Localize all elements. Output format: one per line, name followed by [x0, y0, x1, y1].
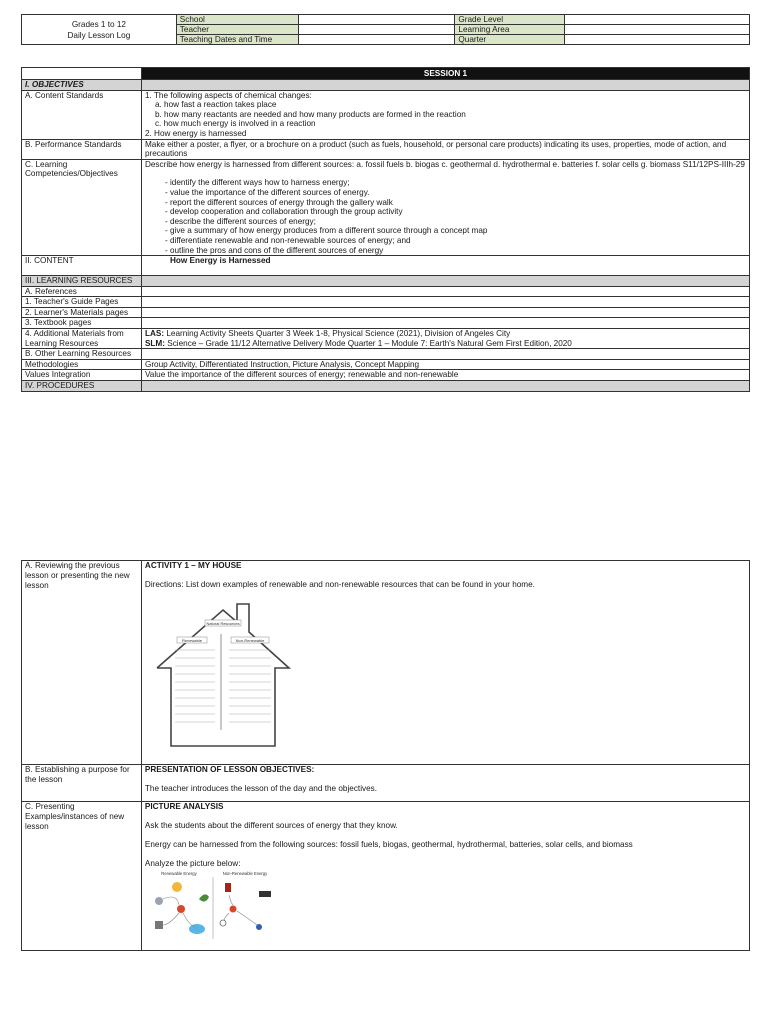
standard-line: b. how many reactants are needed and how many products are formed in the reaction [154, 109, 466, 119]
other-resources-label: B. Other Learning Resources [22, 349, 142, 360]
content-value: How Energy is Harnessed [141, 256, 749, 276]
competency-item: - identify the different ways how to harness energy; [164, 178, 350, 188]
fuel-drop-icon [229, 906, 236, 913]
presenting-cell [141, 802, 749, 951]
textbook-value [141, 318, 749, 329]
values-integration-label: Values Integration [22, 370, 142, 381]
competency-item: - outline the pros and cons of the different sources of energy [164, 245, 384, 255]
windmill-icon [155, 921, 163, 929]
school-field[interactable] [298, 15, 455, 25]
competencies-intro: Describe how energy is harnessed from different sources: a. fossil fuels b. biogas c. geothermal d. hydrothermal e. batteries f. solar cells g. biomass S11/12PS-IIIh-29 [144, 159, 745, 169]
content-standards-cell [141, 90, 749, 139]
competency-item: - describe the different sources of energy; [164, 216, 316, 226]
water-drop-icon [177, 905, 185, 913]
activity-directions: Directions: List down examples of renewable and non-renewable resources that can be found in your home. [144, 580, 535, 589]
competency-item: - develop cooperation and collaboration through the group activity [164, 207, 403, 217]
quarter-field[interactable] [565, 35, 750, 45]
competency-item: - differentiate renewable and non-renewable sources of energy; and [164, 235, 411, 245]
school-label: School [176, 15, 298, 25]
competencies-cell [141, 159, 749, 255]
house-writing-lines [175, 650, 271, 722]
presenting-text2: Energy can be harnessed from the following sources: fossil fuels, biogas, geothermal, hydrothermal, batteries, solar cells, and biomass [144, 840, 633, 849]
las-prefix: LAS: [144, 329, 165, 339]
renewable-label: Renewable [181, 638, 202, 643]
teachers-guide-label: 1. Teacher's Guide Pages [22, 297, 142, 308]
values-integration-value: Value the importance of the different sources of energy; renewable and non-renewable [141, 370, 749, 381]
grade-level-field[interactable] [565, 15, 750, 25]
purpose-label: B. Establishing a purpose for the lesson [22, 765, 142, 802]
session-header: SESSION 1 [141, 68, 749, 80]
factory-icon [259, 891, 271, 897]
learners-materials-value [141, 307, 749, 318]
standard-line: 1. The following aspects of chemical changes: [144, 90, 312, 100]
methodologies-value: Group Activity, Differentiated Instruction, Picture Analysis, Concept Mapping [141, 359, 749, 370]
performance-standards-label: B. Performance Standards [22, 139, 142, 159]
reviewing-label: A. Reviewing the previous lesson or presenting the new lesson [22, 561, 142, 765]
teacher-field[interactable] [298, 25, 455, 35]
las-text: Learning Activity Sheets Quarter 3 Week 1-8, Physical Science (2021), Division of Angeles City [164, 329, 511, 339]
house-worksheet [153, 596, 293, 748]
picture-right-title: Non-Renewable Energy [222, 871, 268, 876]
roof-label: Natural Resources [206, 621, 240, 626]
slm-prefix: SLM: [144, 338, 165, 348]
sun-icon [172, 882, 182, 892]
learning-resources-heading: III. LEARNING RESOURCES [22, 276, 142, 287]
learners-materials-label: 2. Learner's Materials pages [22, 307, 142, 318]
standard-line: a. how fast a reaction takes place [154, 100, 277, 110]
teachers-guide-value [141, 297, 749, 308]
picture-analysis-title: PICTURE ANALYSIS [144, 802, 224, 811]
header-table [21, 14, 750, 45]
other-resources-value [141, 349, 749, 360]
competency-item: - report the different sources of energy through the gallery walk [164, 197, 393, 207]
learning-area-label: Learning Area [455, 25, 565, 35]
dates-field[interactable] [298, 35, 455, 45]
activity-cell [141, 561, 749, 765]
additional-materials-cell [141, 329, 749, 349]
activity-title: ACTIVITY 1 – MY HOUSE [144, 561, 242, 570]
session-corner [22, 68, 142, 80]
learning-resources-fill [141, 276, 749, 287]
presenting-label: C. Presenting Examples/instances of new lesson [22, 802, 142, 951]
barrel-icon [225, 883, 231, 892]
slm-text: Science – Grade 11/12 Alternative Delivery Mode Quarter 1 – Module 7: Earth's Natural Gem First Edition, 2020 [164, 338, 572, 348]
content-label: II. CONTENT [22, 256, 142, 276]
competencies-label: C. Learning Competencies/Objectives [22, 159, 142, 255]
references-label: A. References [22, 286, 142, 297]
procedures-heading: IV. PROCEDURES [22, 381, 142, 392]
standard-line: c. how much energy is involved in a reaction [154, 119, 316, 129]
log-title [22, 15, 177, 45]
objectives-heading-fill [141, 80, 749, 91]
presenting-text3: Analyze the picture below: [144, 859, 241, 868]
standard-line: 2. How energy is harnessed [144, 128, 247, 138]
picture-left-title: Renewable Energy [161, 871, 197, 876]
cloud-icon [155, 897, 163, 905]
title-line2: Daily Lesson Log [67, 30, 131, 40]
textbook-label: 3. Textbook pages [22, 318, 142, 329]
teacher-label: Teacher [176, 25, 298, 35]
quarter-label: Quarter [455, 35, 565, 45]
dates-label: Teaching Dates and Time [176, 35, 298, 45]
purpose-title: PRESENTATION OF LESSON OBJECTIVES: [144, 765, 315, 774]
competency-item: - give a summary of how energy produces from a different source through a concept map [164, 226, 488, 236]
methodologies-label: Methodologies [22, 359, 142, 370]
grade-level-label: Grade Level [455, 15, 565, 25]
additional-materials-label: 4. Additional Materials from Learning Resources [22, 329, 142, 349]
performance-standards-text: Make either a poster, a flyer, or a brochure on a product (such as fuels, household, or personal care products) indicating its uses, properties, mode of action, and precautions [141, 139, 749, 159]
objectives-heading: I. OBJECTIVES [22, 80, 142, 91]
learning-area-field[interactable] [565, 25, 750, 35]
purpose-cell [141, 765, 749, 802]
references-value [141, 286, 749, 297]
energy-sources-picture [149, 869, 277, 941]
content-standards-label: A. Content Standards [22, 90, 142, 139]
competency-item: - value the importance of the different sources of energy. [164, 187, 370, 197]
las-line [145, 329, 746, 339]
objectives-table [21, 67, 750, 392]
slm-line [145, 339, 746, 349]
water-icon [189, 924, 205, 934]
title-line1: Grades 1 to 12 [71, 19, 126, 29]
procedures-heading-fill [141, 381, 749, 392]
procedures-table [21, 560, 750, 951]
non-renewable-label: Non-Renewable [235, 638, 265, 643]
presenting-text1: Ask the students about the different sources of energy that they know. [144, 821, 398, 830]
purpose-text: The teacher introduces the lesson of the day and the objectives. [144, 784, 378, 793]
